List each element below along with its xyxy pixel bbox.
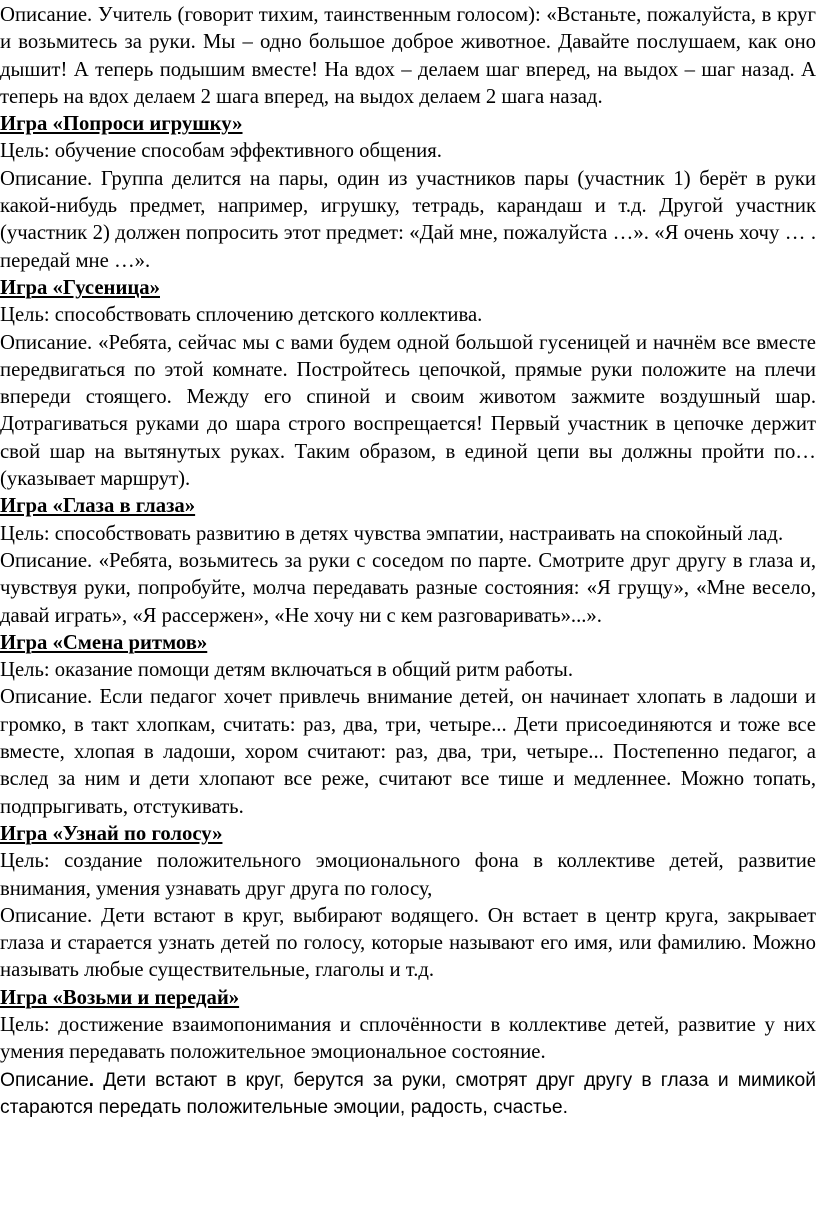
game-title-3: Игра «Глаза в глаза»: [0, 495, 196, 518]
game-description-5: Описание. Дети встают в круг, выбирают водящего. Он встает в центр круга, закрывает глаза и старается узнать детей по голосу, которые называют его имя, или фамилию. Можно называть любые существительные, глаголы и т.д.: [0, 904, 816, 982]
game-title-2: Игра «Гусеница»: [0, 276, 160, 299]
game-description-6: [0, 1067, 816, 1122]
description-text: Дети встают в круг, берутся за руки, смотрят друг другу в глаза и мимикой стараются передать положительные эмоции, радость, счастье.: [0, 1069, 816, 1118]
game-goal-2: Цель: способствовать сплочению детского коллектива.: [0, 304, 483, 327]
description-label-punct: .: [88, 1069, 95, 1091]
game-description-4: Описание. Если педагог хочет привлечь внимание детей, он начинает хлопать в ладоши и громко, в такт хлопкам, считать: раз, два, три, четыре... Дети присоединяются и тоже все вместе, хлопая в ладоши, хором считают: раз, два, три, четыре... Постепенно педагог, а вслед за ним и дети хлопают все реже, считают все тише и медленнее. Можно топать, подпрыгивать, отстукивать.: [0, 686, 816, 818]
game-goal-4: Цель: оказание помощи детям включаться в общий ритм работы.: [0, 659, 574, 682]
game-title-1: Игра «Попроси игрушку»: [0, 113, 243, 136]
description-label: Описание: [0, 1069, 89, 1091]
intro-paragraph: Описание. Учитель (говорит тихим, таинственным голосом): «Встаньте, пожалуйста, в круг и возьмитесь за руки. Мы – одно большое доброе животное. Давайте послушаем, как оно дышит! А теперь подышим вместе! На вдох – делаем шаг вперед, на выдох – шаг назад. А теперь на вдох делаем 2 шага вперед, на выдох делаем 2 шага назад.: [0, 4, 816, 108]
game-goal-1: Цель: обучение способам эффективного общения.: [0, 140, 442, 163]
game-goal-6: Цель: достижение взаимопонимания и сплочённости в коллективе детей, развитие у них умения передавать положительное эмоциональное состояние.: [0, 1013, 816, 1064]
game-description-2: Описание. «Ребята, сейчас мы с вами будем одной большой гусеницей и начнём все вместе передвигаться по этой комнате. Постройтесь цепочкой, прямые руки положите на плечи впереди стоящего. Между его спиной и своим животом зажмите воздушный шар. Дотрагиваться руками до шара строго воспрещается! Первый участник в цепочке держит свой шар на вытянутых руках. Таким образом, в единой цепи вы должны пройти по…(указывает маршрут).: [0, 331, 816, 491]
game-title-5: Игра «Узнай по голосу»: [0, 822, 223, 845]
game-description-1: Описание. Группа делится на пары, один из участников пары (участник 1) берёт в руки какой-нибудь предмет, например, игрушку, тетрадь, карандаш и т.д. Другой участник (участник 2) должен попросить этот предмет: «Дай мне, пожалуйста …». «Я очень хочу … . передай мне …».: [0, 167, 816, 272]
game-title-4: Игра «Смена ритмов»: [0, 631, 208, 654]
game-title-6: Игра «Возьми и передай»: [0, 986, 240, 1009]
game-description-3: Описание. «Ребята, возьмитесь за руки с соседом по парте. Смотрите друг другу в глаза и, чувствуя руки, попробуйте, молча передавать разные состояния: «Я грущу», «Мне весело, давай играть», «Я рассержен», «Не хочу ни с кем разговаривать»...».: [0, 549, 816, 627]
game-goal-3: Цель: способствовать развитию в детях чувства эмпатии, настраивать на спокойный лад.: [0, 522, 784, 545]
game-goal-5: Цель: создание положительного эмоционального фона в коллективе детей, развитие внимания, умения узнавать друг друга по голосу,: [0, 850, 816, 900]
